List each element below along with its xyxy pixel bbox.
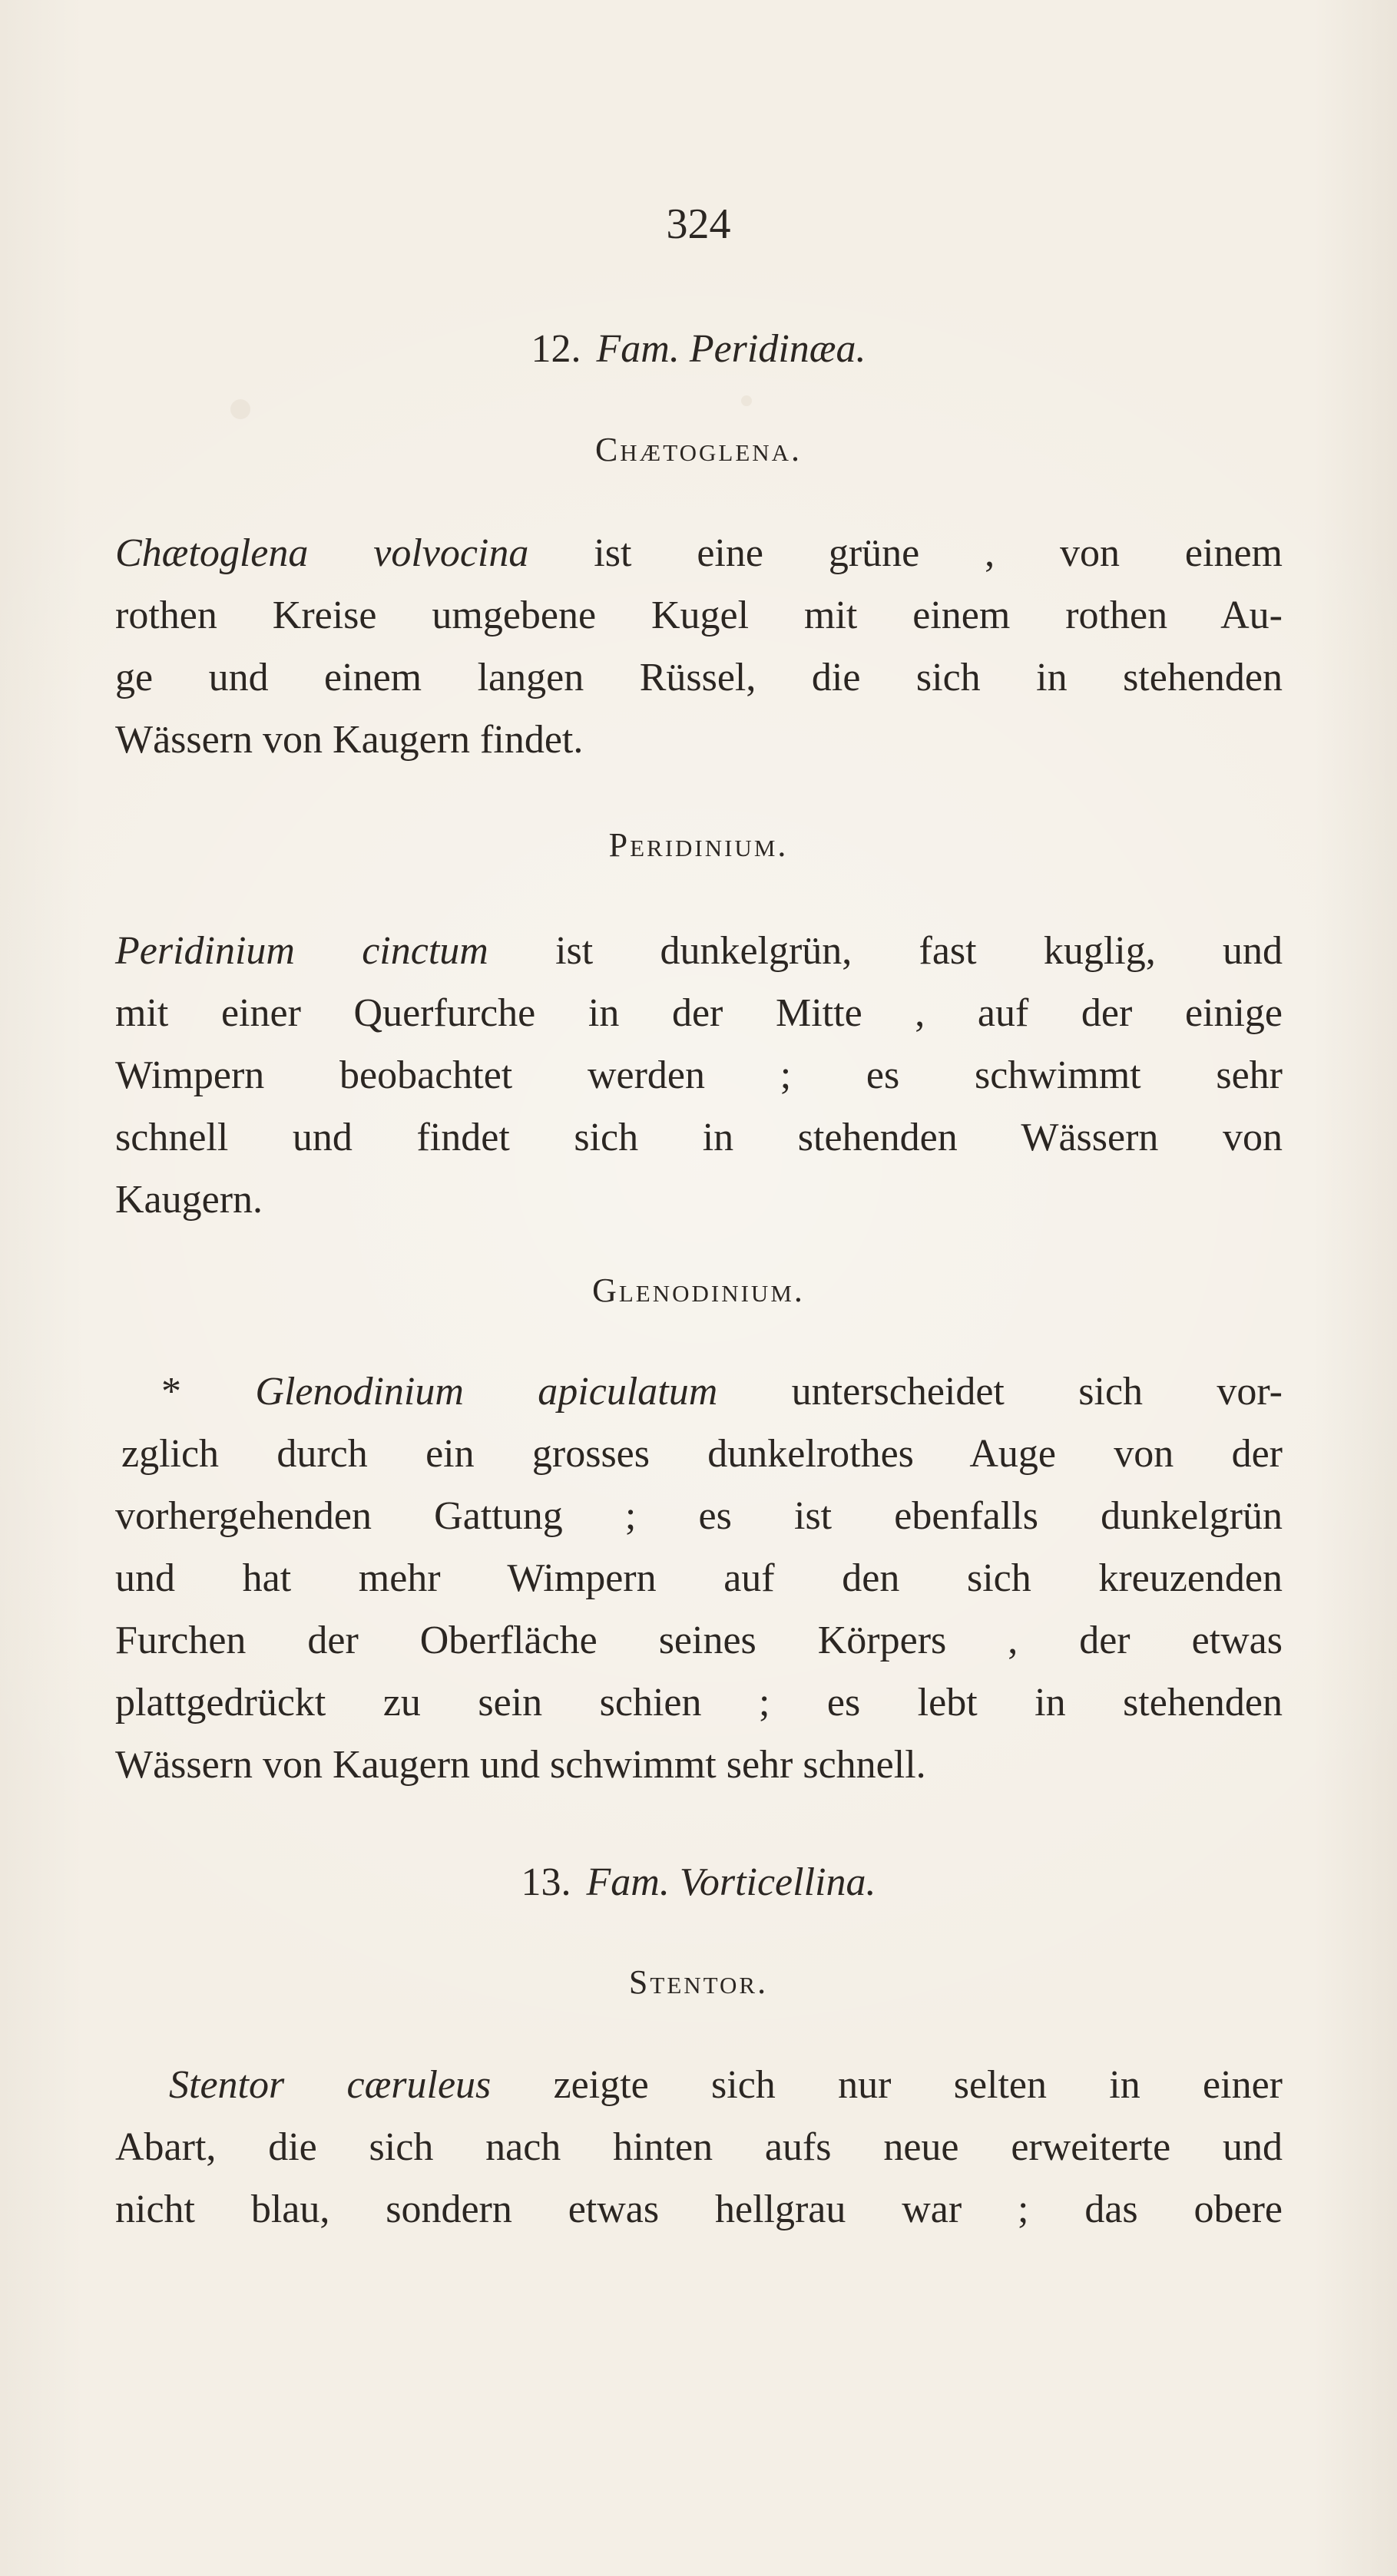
species-name: Chætoglena volvocina — [115, 531, 529, 575]
paragraph-glenodinium — [115, 1361, 1283, 1796]
family-name: Fam. Vorticellina. — [586, 1860, 876, 1904]
text-line: Wimpern beobachtet werden ; es schwimmt sehr — [115, 1053, 1283, 1097]
text-line: Abart, die sich nach hinten aufs neue erweiterte und — [115, 2125, 1283, 2169]
text-line: plattgedrückt zu sein schien ; es lebt in stehenden — [115, 1681, 1283, 1724]
text-line: Furchen der Oberfläche seines Körpers , der etwas — [115, 1619, 1283, 1662]
page-number: 324 — [666, 200, 731, 248]
text-line: und hat mehr Wimpern auf den sich kreuzenden — [115, 1556, 1283, 1600]
family-number: 12. — [531, 327, 581, 371]
species-name: Stentor cæruleus — [169, 2063, 492, 2107]
paragraph-chaetoglena — [115, 522, 1283, 771]
text-line: schnell und findet sich in stehenden Wässern von — [115, 1116, 1283, 1159]
text-line: rothen Kreise umgebene Kugel mit einem rothen Au- — [115, 594, 1283, 637]
text-line: Stentor cæruleus zeigte sich nur selten in einer — [169, 2063, 1283, 2107]
family-heading-13 — [0, 1860, 1397, 1905]
text-line: Wässern von Kaugern und schwimmt sehr schnell. — [115, 1743, 926, 1787]
genus-heading-peridinium: Peridinium. — [608, 826, 789, 864]
text-line: * Glenodinium apiculatum unterscheidet sich vor- — [161, 1370, 1283, 1414]
text-line: Wässern von Kaugern findet. — [115, 718, 584, 762]
family-number: 13. — [521, 1860, 571, 1904]
asterisk: * — [161, 1370, 256, 1414]
text-line: zglich durch ein grosses dunkelrothes Auge von der — [121, 1432, 1283, 1476]
genus-heading-glenodinium: Glenodinium. — [592, 1271, 805, 1309]
text-line: nicht blau, sondern etwas hellgrau war ; das obere — [115, 2187, 1283, 2231]
family-heading-12 — [0, 326, 1397, 372]
paper-spot — [741, 395, 752, 406]
genus-heading-stentor: Stentor. — [628, 1963, 769, 2001]
paragraph-stentor — [115, 2054, 1283, 2240]
text-line: Peridinium cinctum ist dunkelgrün, fast kuglig, und — [115, 929, 1283, 973]
text-line: mit einer Querfurche in der Mitte , auf der einige — [115, 991, 1283, 1035]
genus-heading-chaetoglena: Chætoglena. — [594, 431, 803, 468]
species-name: Glenodinium apiculatum — [255, 1370, 718, 1414]
text-line: vorhergehenden Gattung ; es ist ebenfalls dunkelgrün — [115, 1494, 1283, 1538]
text-line: Chætoglena volvocina ist eine grüne , von einem — [115, 531, 1283, 575]
text-line: Kaugern. — [115, 1178, 263, 1222]
paper-spot — [230, 399, 250, 419]
paragraph-peridinium — [115, 920, 1283, 1231]
text-line: ge und einem langen Rüssel, die sich in stehenden — [115, 656, 1283, 699]
species-name: Peridinium cinctum — [115, 929, 488, 973]
family-name: Fam. Peridinæa. — [596, 327, 866, 371]
